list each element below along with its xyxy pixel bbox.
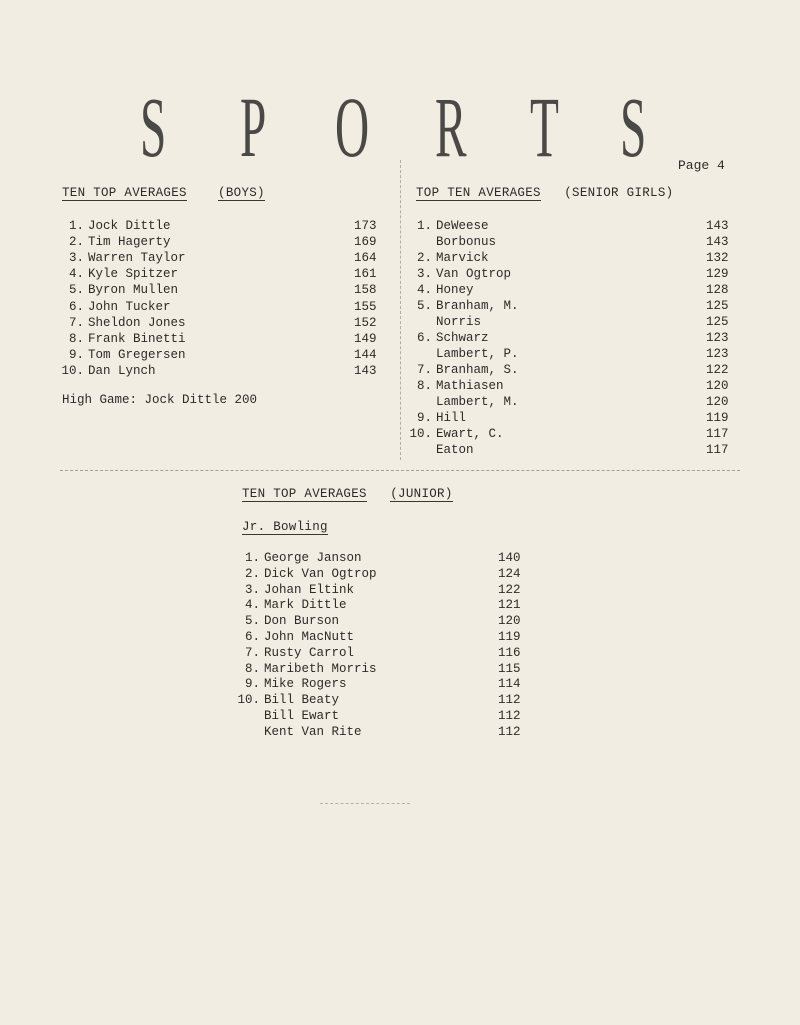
average-score: 115 (498, 661, 521, 676)
player-name: George Janson (264, 551, 362, 565)
average-score: 120 (706, 379, 729, 393)
table-row (408, 427, 746, 443)
table-row (60, 267, 394, 283)
table-row (408, 299, 746, 315)
average-score: 143 (706, 235, 729, 249)
table-row (236, 693, 538, 709)
rank: 8. (416, 379, 432, 393)
player-name: Johan Eltink (264, 582, 355, 597)
average-score: 158 (354, 283, 377, 298)
player-name: Van Ogtrop (436, 267, 512, 281)
rank: 10. (409, 427, 432, 441)
average-score: 143 (706, 219, 729, 233)
rank: 10. (61, 363, 84, 378)
section-divider (60, 470, 740, 471)
average-score: 123 (706, 331, 729, 345)
average-score: 122 (498, 582, 521, 597)
table-row (236, 583, 538, 599)
table-row (60, 300, 394, 316)
rank: 9. (244, 677, 260, 692)
table-row (408, 411, 746, 427)
table-row (236, 598, 538, 614)
player-name: Rusty Carrol (264, 645, 355, 660)
table-row (236, 709, 538, 725)
title-letter: S (620, 79, 647, 175)
high-game: High Game: Jock Dittle 200 (62, 393, 258, 407)
column-divider (400, 160, 401, 460)
title-letter: R (435, 79, 467, 175)
junior-section (242, 520, 328, 534)
player-name: Byron Mullen (88, 283, 179, 298)
table-row (236, 567, 538, 583)
table-row (236, 646, 538, 662)
table-row (408, 379, 746, 395)
rank: 7. (244, 645, 260, 660)
player-name: Dan Lynch (88, 363, 156, 378)
average-score: 112 (498, 693, 521, 708)
player-name: Warren Taylor (88, 251, 186, 266)
junior-section-label: Jr. Bowling (242, 520, 328, 534)
rank: 3. (68, 251, 84, 266)
table-row (408, 235, 746, 251)
average-score: 155 (354, 299, 377, 314)
table-row (60, 316, 394, 332)
average-score: 143 (354, 363, 377, 378)
average-score: 140 (498, 551, 521, 565)
average-score: 121 (498, 598, 521, 613)
average-score: 129 (706, 267, 729, 281)
rank: 10. (237, 693, 260, 708)
table-row (60, 283, 394, 299)
average-score: 117 (706, 427, 729, 441)
table-row (60, 251, 394, 267)
player-name: Tom Gregersen (88, 347, 186, 362)
average-score: 120 (706, 395, 729, 409)
player-name: DeWeese (436, 219, 489, 233)
player-name: Hill (436, 411, 467, 425)
average-score: 122 (706, 363, 729, 377)
player-name: Norris (436, 315, 482, 329)
rank: 5. (244, 614, 260, 629)
player-name: Marvick (436, 251, 489, 265)
rank: 4. (244, 598, 260, 613)
rank: 8. (68, 331, 84, 346)
player-name: Maribeth Morris (264, 661, 377, 676)
rank: 2. (244, 566, 260, 581)
player-name: Borbonus (436, 235, 497, 249)
table-row (408, 395, 746, 411)
player-name: Kyle Spitzer (88, 267, 179, 282)
average-score: 112 (498, 709, 521, 723)
player-name: Tim Hagerty (88, 235, 171, 250)
average-score: 132 (706, 251, 729, 265)
rank: 6. (68, 299, 84, 314)
player-name: Lambert, P. (436, 347, 519, 361)
junior-title: TEN TOP AVERAGES (242, 487, 367, 501)
average-score: 119 (706, 411, 729, 425)
average-score: 125 (706, 315, 729, 329)
rank: 1. (416, 219, 432, 233)
average-score: 119 (498, 630, 521, 644)
player-name: Sheldon Jones (88, 315, 186, 330)
rank: 3. (416, 267, 432, 281)
page-number: Page 4 (678, 158, 725, 173)
girls-title: TOP TEN AVERAGES (416, 186, 541, 200)
average-score: 149 (354, 331, 377, 346)
rank: 5. (416, 299, 432, 313)
average-score: 125 (706, 299, 729, 313)
player-name: Honey (436, 283, 474, 297)
player-name: Lambert, M. (436, 395, 519, 409)
rank: 7. (68, 315, 84, 330)
table-row (236, 630, 538, 646)
average-score: 114 (498, 677, 521, 692)
player-name: Mathiasen (436, 379, 504, 393)
table-row (60, 332, 394, 348)
table-row (236, 662, 538, 678)
table-row (408, 315, 746, 331)
table-row (408, 443, 746, 459)
junior-heading (242, 487, 453, 501)
player-name: Branham, M. (436, 299, 519, 313)
player-name: Ewart, C. (436, 427, 504, 441)
average-score: 112 (498, 724, 521, 739)
player-name: John Tucker (88, 299, 171, 314)
rank: 6. (244, 630, 260, 644)
player-name: Don Burson (264, 614, 340, 629)
rank: 3. (244, 582, 260, 597)
average-score: 173 (354, 219, 377, 233)
player-name: Dick Van Ogtrop (264, 566, 377, 581)
player-name: Kent Van Rite (264, 724, 362, 739)
player-name: John MacNutt (264, 630, 355, 644)
boys-subtitle: (BOYS) (218, 186, 265, 200)
player-name: Bill Beaty (264, 693, 340, 708)
table-row (60, 364, 394, 380)
player-name: Jock Dittle (88, 219, 171, 233)
rank: 1. (244, 551, 260, 565)
table-row (408, 363, 746, 379)
player-name: Frank Binetti (88, 331, 186, 346)
average-score: 116 (498, 645, 521, 660)
rank: 6. (416, 331, 432, 345)
rank: 9. (416, 411, 432, 425)
average-score: 144 (354, 347, 377, 362)
player-name: Mike Rogers (264, 677, 347, 692)
boys-heading (62, 186, 265, 200)
rank: 4. (68, 267, 84, 282)
girls-subtitle: (SENIOR GIRLS) (564, 186, 674, 200)
title-letter: T (530, 79, 559, 175)
average-score: 164 (354, 251, 377, 266)
title-letter: S (140, 79, 167, 175)
table-row (408, 219, 746, 235)
rank: 1. (68, 219, 84, 233)
table-row (408, 331, 746, 347)
boys-title: TEN TOP AVERAGES (62, 186, 187, 200)
rank: 5. (68, 283, 84, 298)
average-score: 124 (498, 566, 521, 581)
average-score: 120 (498, 614, 521, 629)
sports-title (130, 79, 690, 175)
average-score: 152 (354, 315, 377, 330)
table-row (60, 235, 394, 251)
rank: 2. (416, 251, 432, 265)
rank: 4. (416, 283, 432, 297)
end-divider (320, 803, 410, 804)
average-score: 117 (706, 443, 729, 457)
average-score: 169 (354, 235, 377, 250)
table-row (236, 551, 538, 567)
rank: 8. (244, 661, 260, 676)
rank: 9. (68, 347, 84, 362)
average-score: 161 (354, 267, 377, 282)
title-letter: P (240, 79, 267, 175)
table-row (408, 283, 746, 299)
table-row (60, 348, 394, 364)
table-row (60, 219, 394, 235)
table-row (408, 251, 746, 267)
table-row (236, 677, 538, 693)
average-score: 123 (706, 347, 729, 361)
player-name: Branham, S. (436, 363, 519, 377)
rank: 7. (416, 363, 432, 377)
player-name: Eaton (436, 443, 474, 457)
table-row (408, 267, 746, 283)
player-name: Bill Ewart (264, 709, 340, 723)
table-row (408, 347, 746, 363)
table-row (236, 614, 538, 630)
junior-subtitle: (JUNIOR) (390, 487, 453, 501)
average-score: 128 (706, 283, 729, 297)
rank: 2. (68, 235, 84, 250)
player-name: Schwarz (436, 331, 489, 345)
title-letter: O (335, 79, 370, 175)
player-name: Mark Dittle (264, 598, 347, 613)
girls-heading (416, 186, 673, 200)
table-row (236, 725, 538, 741)
